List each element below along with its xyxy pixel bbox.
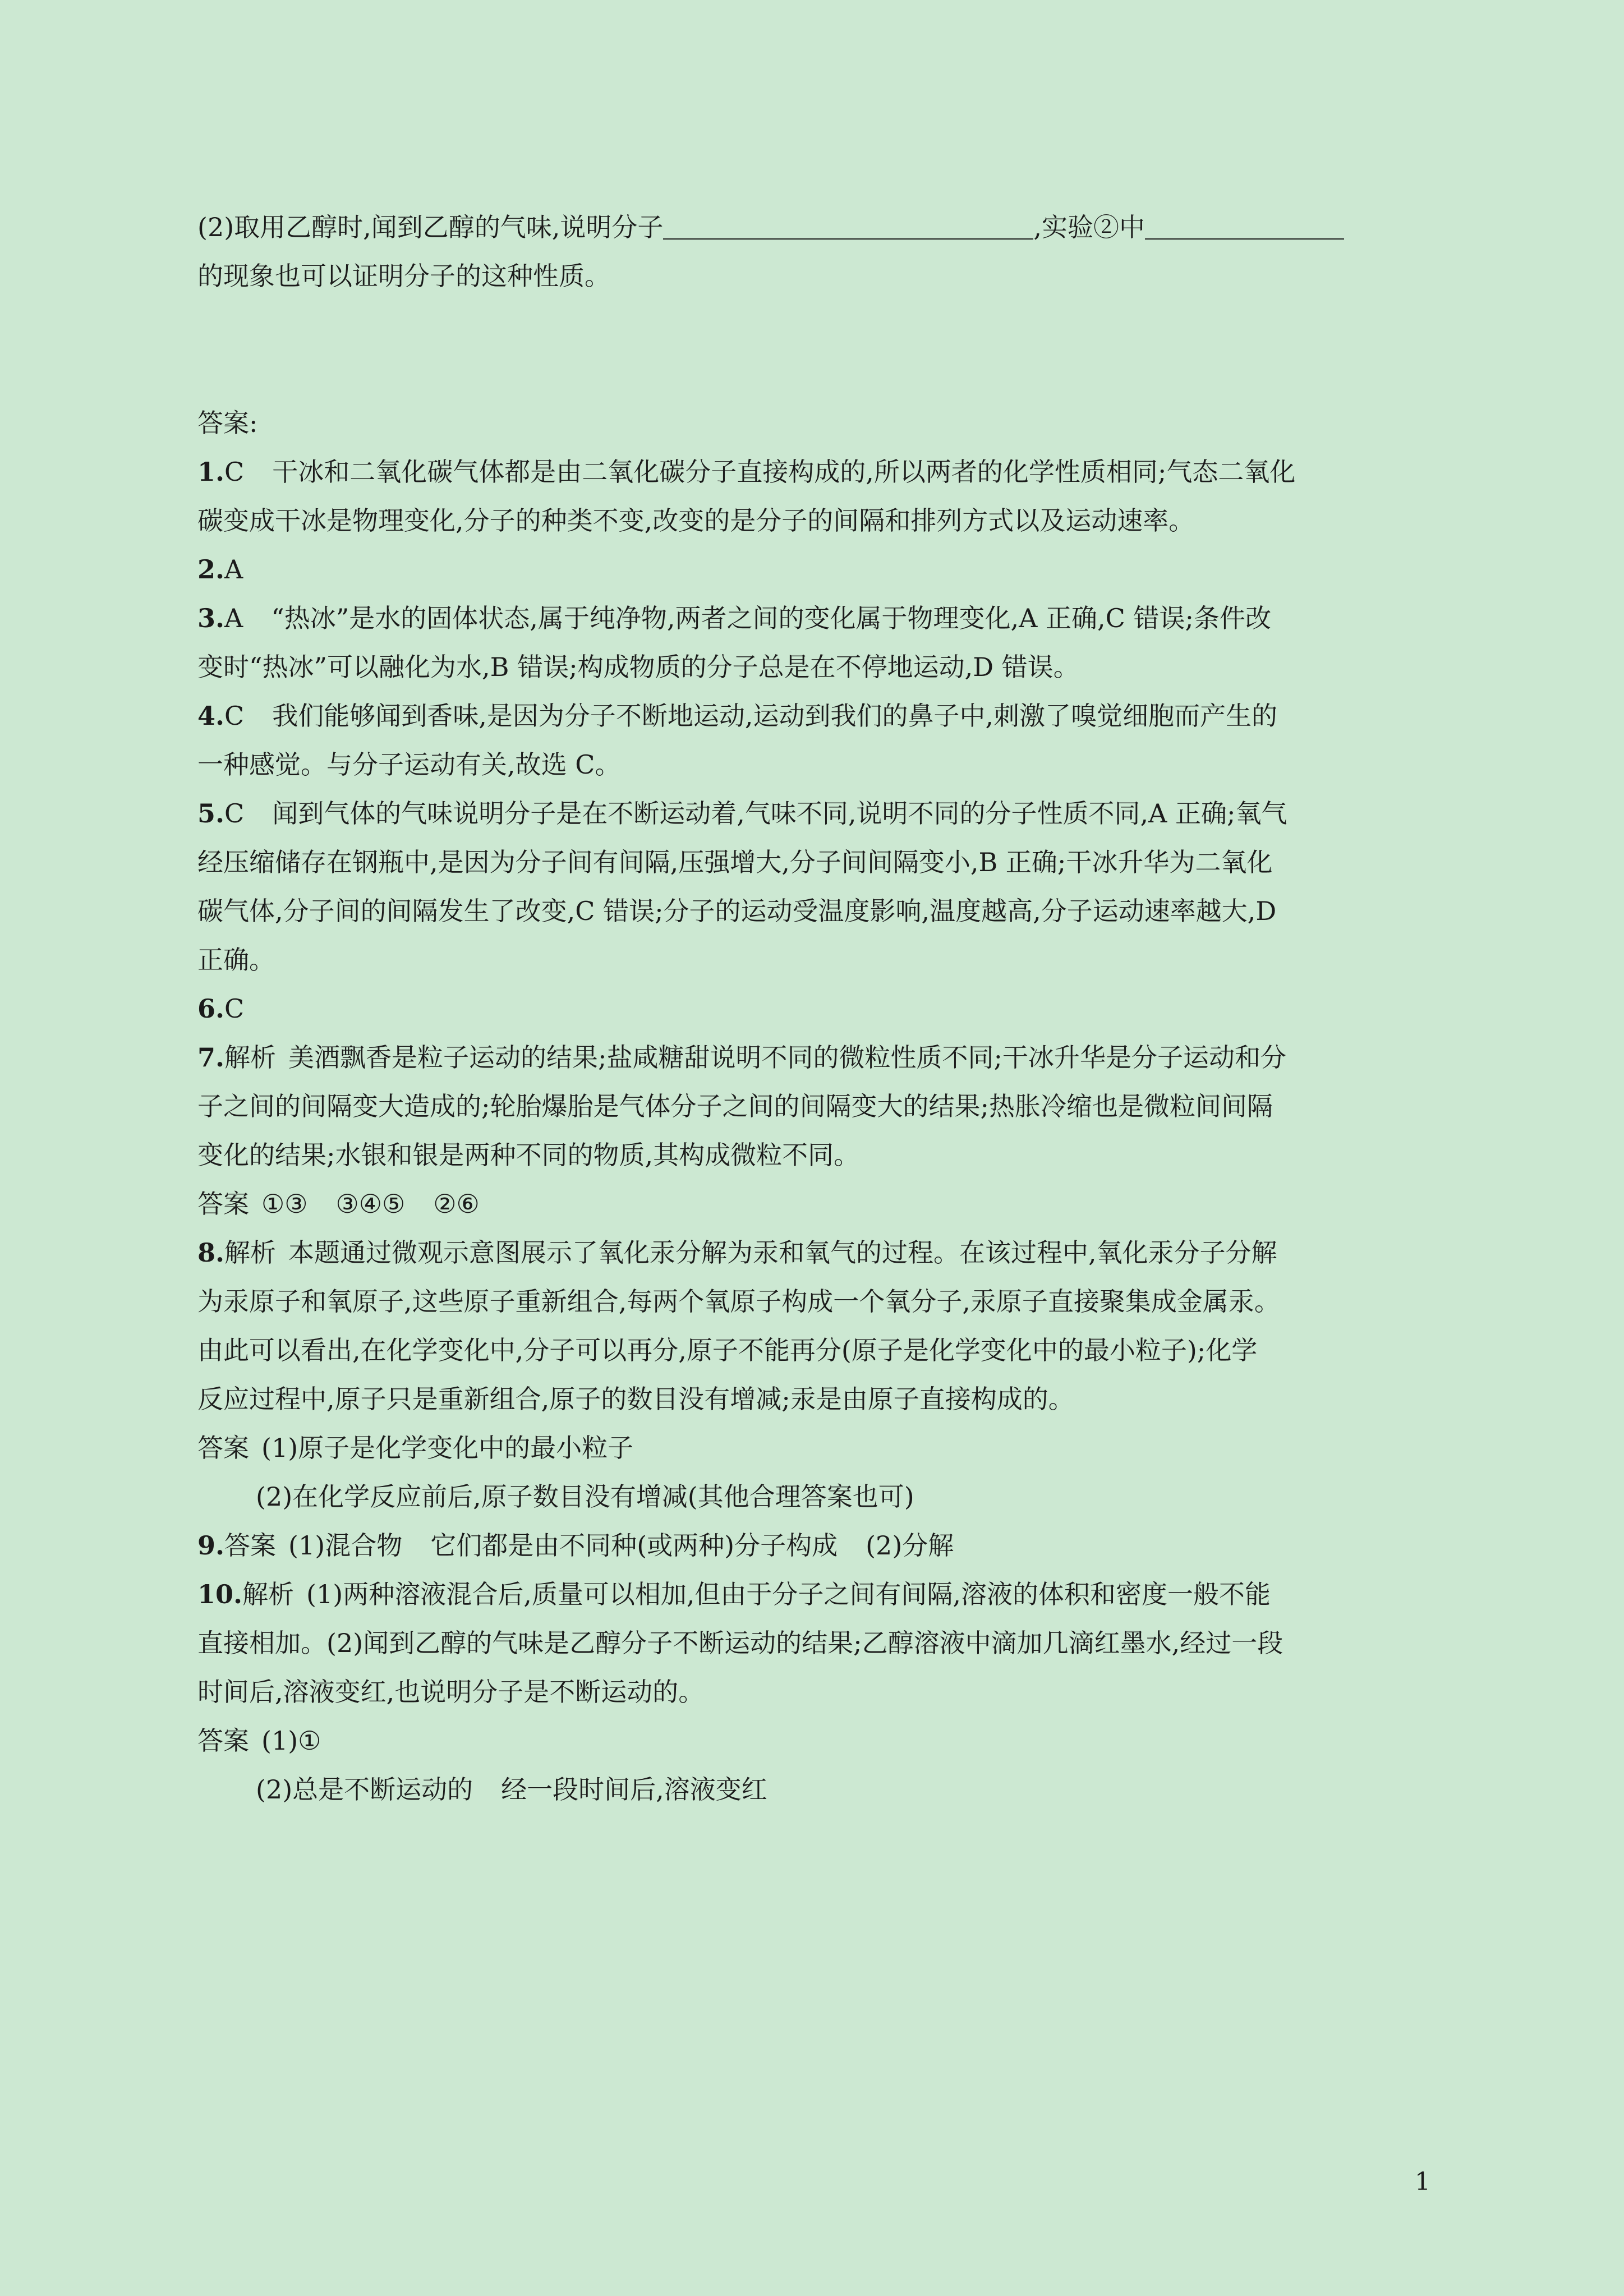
question-text-line: 的现象也可以证明分子的这种性质。 xyxy=(197,261,610,291)
answer-value: 经一段时间后,溶液变红 xyxy=(501,1774,767,1805)
answer-label: 答案 xyxy=(197,1433,249,1463)
answer-line xyxy=(197,1180,1432,1228)
answer-label: 答案 xyxy=(197,1726,249,1756)
explanation-text: 直接相加。(2)闻到乙醇的气味是乙醇分子不断运动的结果;乙醇溶液中滴加几滴红墨水,经过一段 xyxy=(197,1628,1283,1658)
explanation-text: 变化的结果;水银和银是两种不同的物质,其构成微粒不同。 xyxy=(197,1140,860,1170)
answer-line xyxy=(197,1765,1432,1814)
answer-value: (1)原子是化学变化中的最小粒子 xyxy=(261,1433,634,1463)
answer-line xyxy=(197,1424,1432,1473)
explanation-text: 子之间的间隔变大造成的;轮胎爆胎是气体分子之间的间隔变大的结果;热胀冷缩也是微粒间间隔 xyxy=(197,1091,1273,1121)
answer-blank[interactable] xyxy=(1145,213,1344,240)
section-gap xyxy=(197,301,1432,399)
explanation-text: 闻到气体的气味说明分子是在不断运动着,气味不同,说明不同的分子性质不同,A 正确;氧气 xyxy=(272,798,1287,829)
answer-value: ②⑥ xyxy=(433,1189,480,1219)
answer-choice: C xyxy=(224,993,245,1024)
explanation-text: 干冰和二氧化碳气体都是由二氧化碳分子直接构成的,所以两者的化学性质相同;气态二氧化 xyxy=(272,457,1296,487)
answer-value: (1)混合物 xyxy=(288,1530,403,1561)
answer-number: 9. xyxy=(197,1530,225,1561)
explanation-text: 我们能够闻到香味,是因为分子不断地运动,运动到我们的鼻子中,刺激了嗅觉细胞而产生的 xyxy=(272,701,1278,731)
document-page xyxy=(197,203,1432,1814)
page-number: 1 xyxy=(1415,2168,1430,2196)
answer-label: 答案 xyxy=(197,1189,249,1219)
answer-blank[interactable] xyxy=(663,213,1033,240)
analysis-label: 解析 xyxy=(224,1042,277,1073)
answer-item-7 xyxy=(197,1033,1432,1082)
explanation-text: 为汞原子和氧原子,这些原子重新组合,每两个氧原子构成一个氧分子,汞原子直接聚集成金属汞。 xyxy=(197,1286,1280,1317)
answer-number: 7. xyxy=(197,1042,225,1073)
answer-item-4 xyxy=(197,692,1432,740)
answer-value: (2)在化学反应前后,原子数目没有增减(其他合理答案也可) xyxy=(256,1481,914,1512)
explanation-text: 反应过程中,原子只是重新组合,原子的数目没有增减;汞是由原子直接构成的。 xyxy=(197,1384,1074,1414)
answer-value: (2)总是不断运动的 xyxy=(256,1774,473,1805)
answer-number: 3. xyxy=(197,603,225,633)
answer-value: (2)分解 xyxy=(866,1530,954,1561)
answer-value: (1)① xyxy=(261,1726,321,1756)
explanation-text: 一种感觉。与分子运动有关,故选 C。 xyxy=(197,749,621,780)
explanation-text: “热冰”是水的固体状态,属于纯净物,两者之间的变化属于物理变化,A 正确,C 错误;条件改 xyxy=(271,603,1271,633)
explanation-text: 变时“热冰”可以融化为水,B 错误;构成物质的分子总是在不停地运动,D 错误。 xyxy=(197,652,1079,682)
answer-item-10 xyxy=(197,1570,1432,1619)
explanation-text: 由此可以看出,在化学变化中,分子可以再分,原子不能再分(原子是化学变化中的最小粒子);化学 xyxy=(197,1335,1258,1365)
answer-number: 6. xyxy=(197,993,225,1024)
explanation-text: 经压缩储存在钢瓶中,是因为分子间有间隔,压强增大,分子间间隔变小,B 正确;干冰升华为二氧化 xyxy=(197,847,1273,877)
answer-number: 2. xyxy=(197,554,225,585)
answer-item-3 xyxy=(197,594,1432,643)
answer-item-1 xyxy=(197,448,1432,496)
answer-choice: C xyxy=(224,701,245,731)
answer-number: 5. xyxy=(197,798,225,829)
answer-number: 8. xyxy=(197,1237,225,1268)
explanation-text: 碳气体,分子间的间隔发生了改变,C 错误;分子的运动受温度影响,温度越高,分子运动速率越大,D xyxy=(197,896,1277,926)
answer-number: 10. xyxy=(197,1579,243,1609)
answer-label: 答案 xyxy=(224,1530,277,1561)
question-text-line: (2)取用乙醇时,闻到乙醇的气味,说明分子 ,实验②中 xyxy=(197,203,1432,252)
explanation-text: 美酒飘香是粒子运动的结果;盐咸糖甜说明不同的微粒性质不同;干冰升华是分子运动和分 xyxy=(288,1042,1287,1073)
answer-item-6 xyxy=(197,984,1432,1033)
analysis-label: 解析 xyxy=(224,1237,277,1268)
answer-number: 4. xyxy=(197,701,225,731)
answer-item-2 xyxy=(197,545,1432,594)
answer-choice: A xyxy=(224,554,243,585)
answer-item-9 xyxy=(197,1521,1432,1570)
answers-heading: 答案: xyxy=(197,408,258,438)
answer-choice: A xyxy=(224,603,243,633)
analysis-label: 解析 xyxy=(242,1579,295,1609)
explanation-text: 时间后,溶液变红,也说明分子是不断运动的。 xyxy=(197,1677,705,1707)
answer-value: ①③ xyxy=(261,1189,308,1219)
answer-value: ③④⑤ xyxy=(335,1189,406,1219)
answer-choice: C xyxy=(224,457,245,487)
explanation-text: 正确。 xyxy=(197,945,275,975)
answer-choice: C xyxy=(224,798,245,829)
explanation-text: 碳变成干冰是物理变化,分子的种类不变,改变的是分子的间隔和排列方式以及运动速率。 xyxy=(197,505,1195,536)
answer-line xyxy=(197,1717,1432,1765)
answer-item-8 xyxy=(197,1228,1432,1277)
answer-number: 1. xyxy=(197,457,225,487)
answer-item-5 xyxy=(197,789,1432,838)
explanation-text: (1)两种溶液混合后,质量可以相加,但由于分子之间有间隔,溶液的体积和密度一般不能 xyxy=(306,1579,1271,1609)
explanation-text: 本题通过微观示意图展示了氧化汞分解为汞和氧气的过程。在该过程中,氧化汞分子分解 xyxy=(288,1237,1277,1268)
answer-value: 它们都是由不同种(或两种)分子构成 xyxy=(430,1530,838,1561)
